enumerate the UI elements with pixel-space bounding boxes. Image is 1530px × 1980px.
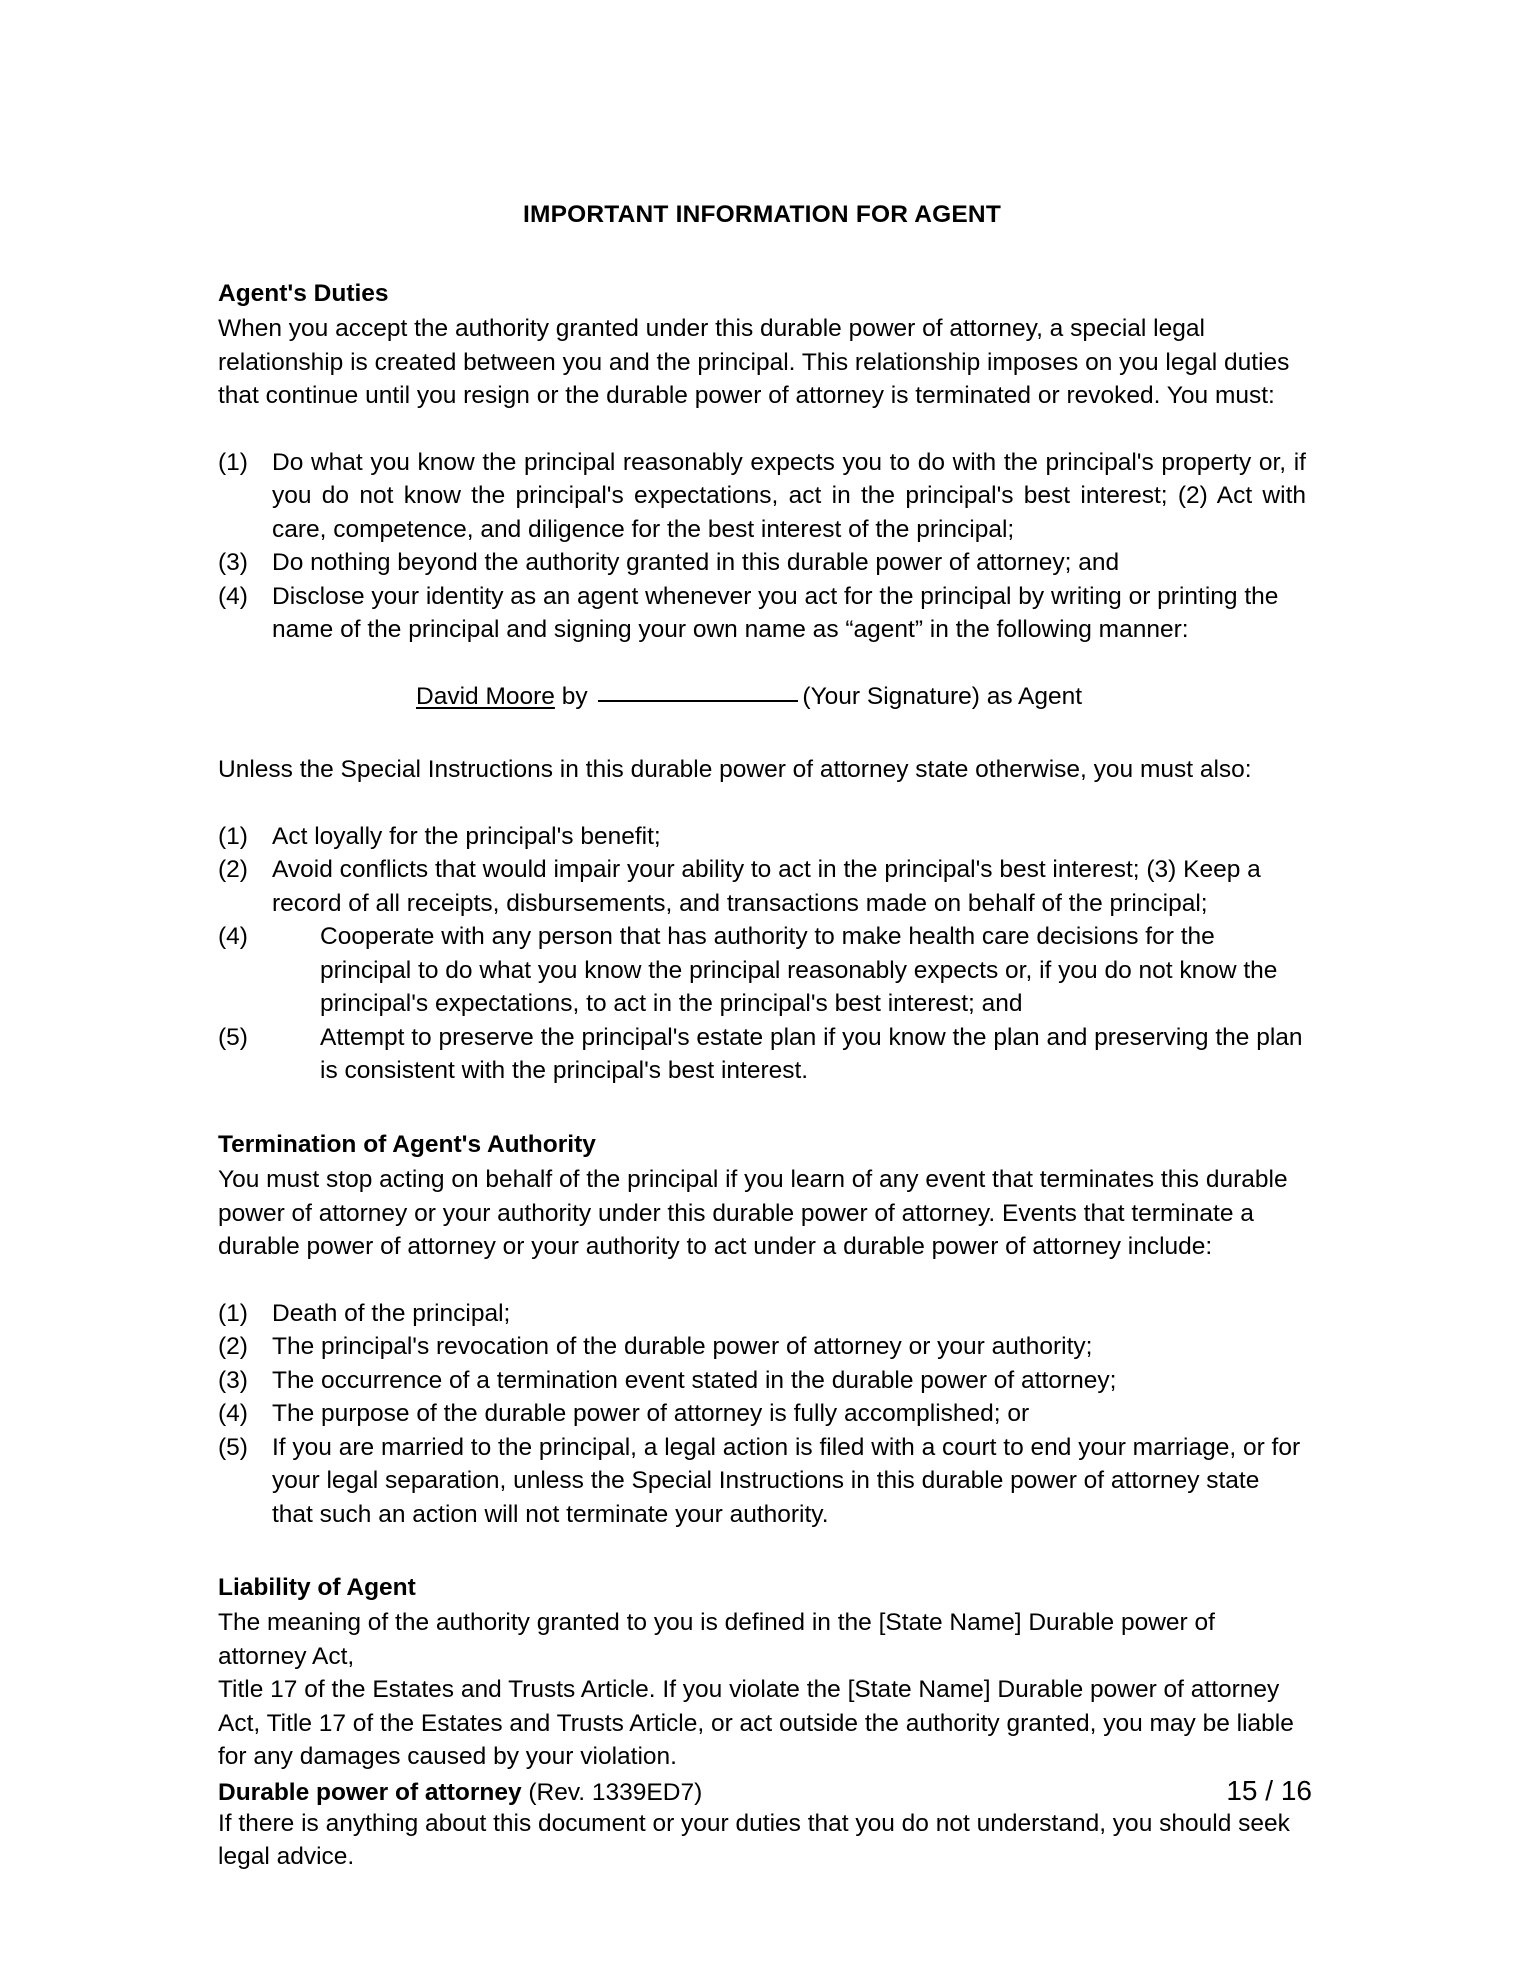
spacer (218, 413, 1306, 446)
footer-page-number: 15 / 16 (1226, 1775, 1312, 1807)
list-marker: (1) (218, 1299, 248, 1327)
spacer (218, 787, 1306, 820)
list-item-text: Do nothing beyond the authority granted in this durable power of attorney; and (272, 549, 1120, 577)
list-marker: (4) (218, 1400, 248, 1428)
list-item (218, 1330, 1306, 1364)
spacer (218, 647, 1306, 680)
footer-document-name: Durable power of attorney (218, 1779, 522, 1807)
spacer (218, 1088, 1306, 1128)
list-item (218, 1431, 1306, 1532)
section-heading-termination: Termination of Agent's Authority (218, 1130, 596, 1158)
list-marker: (1) (218, 822, 248, 850)
liability-paragraph-2: Title 17 of the Estates and Trusts Article. If you violate the [State Name] Durable power of attorney Act, Title 17 of the Estates and Trusts Article, or act outside the authority granted, you may be liable for any damages caused by your violation. (218, 1676, 1294, 1771)
list-item-text: The occurrence of a termination event stated in the durable power of attorney; (272, 1366, 1117, 1394)
signature-blank-field[interactable] (598, 700, 798, 702)
list-item (218, 1364, 1306, 1398)
list-item (218, 853, 1306, 920)
list-item (218, 1297, 1306, 1331)
section-heading-liability: Liability of Agent (218, 1574, 416, 1602)
list-item-text: Death of the principal; (272, 1299, 511, 1327)
also-duties-list-continued (218, 920, 1306, 1088)
list-item-text: Cooperate with any person that has authority to make health care decisions for the principal to do what you know the principal reasonably expects or, if you do not know the principal's expectations, to act in the principal's best interest; and (320, 923, 1278, 1018)
also-duties-list (218, 820, 1306, 921)
list-marker: (2) (218, 1333, 248, 1361)
list-item-text: The principal's revocation of the durable power of attorney or your authority; (272, 1333, 1093, 1361)
page-content (218, 200, 1306, 1874)
section-heading-agents-duties: Agent's Duties (218, 280, 389, 308)
signature-connector (555, 683, 562, 710)
termination-intro: You must stop acting on behalf of the principal if you learn of any event that terminates this durable power of attorney or your authority under this durable power of attorney. Events that terminate a durable power of attorney or your authority to act under a durable power of attorney include: (218, 1166, 1288, 1261)
list-marker: (5) (218, 1023, 248, 1051)
liability-paragraph-3: If there is anything about this document or your duties that you do not understand, you should seek legal advice. (218, 1809, 1290, 1871)
list-marker: (1) (218, 448, 248, 476)
list-item-text: Avoid conflicts that would impair your ability to act in the principal's best interest; (3) Keep a record of all receipts, disbursements, and transactions made on behalf of the principal; (272, 856, 1261, 917)
page-footer (218, 1774, 1312, 1808)
footer-revision-code: (Rev. 1339ED7) (528, 1779, 703, 1807)
list-item (218, 546, 1306, 580)
list-marker: (3) (218, 1366, 248, 1394)
list-marker: (4) (218, 582, 248, 610)
list-item (218, 820, 1306, 854)
termination-events-list (218, 1297, 1306, 1532)
list-item (218, 1021, 1306, 1088)
spacer (218, 1264, 1306, 1297)
list-item (218, 920, 1306, 1021)
list-item-text: The purpose of the durable power of attorney is fully accomplished; or (272, 1400, 1030, 1428)
signature-connector-word: by (561, 682, 588, 710)
list-item-text: Disclose your identity as an agent whenever you act for the principal by writing or printing the name of the principal and signing your own name as “agent” in the following manner: (272, 582, 1279, 644)
list-item (218, 446, 1306, 547)
liability-paragraph-1: The meaning of the authority granted to you is defined in the [State Name] Durable power of attorney Act, (218, 1609, 1215, 1670)
spacer (218, 1531, 1306, 1571)
list-marker: (3) (218, 549, 248, 577)
list-marker: (5) (218, 1433, 248, 1461)
list-item (218, 580, 1306, 647)
principal-name: David Moore (416, 682, 555, 710)
list-item-text: If you are married to the principal, a legal action is filed with a court to end your marriage, or for your legal separation, unless the Special Instructions in this durable power of attorney state that such an action will not terminate your authority. (272, 1433, 1301, 1528)
list-marker: (4) (218, 923, 248, 951)
list-item (218, 1397, 1306, 1431)
list-marker: (2) (218, 856, 248, 884)
footer-document-label (218, 1778, 702, 1807)
list-item-text: Do what you know the principal reasonably expects you to do with the principal's property or, if you do not know the principal's expectations, act in the principal's best interest; (2) Act with care, competence, and diligence for the best interest of the principal; (272, 448, 1306, 543)
signature-example-line (218, 680, 1306, 714)
list-item-text: Act loyally for the principal's benefit; (272, 822, 661, 850)
agents-duties-list (218, 446, 1306, 647)
list-item-text: Attempt to preserve the principal's estate plan if you know the plan and preserving the plan is consistent with the principal's best interest. (320, 1023, 1303, 1085)
agents-duties-intro: When you accept the authority granted under this durable power of attorney, a special legal relationship is created between you and the principal. This relationship imposes on you legal duties that continue until you resign or the durable power of attorney is terminated or revoked. You must: (218, 315, 1290, 410)
spacer (218, 713, 1306, 753)
also-intro-paragraph: Unless the Special Instructions in this durable power of attorney state otherwise, you must also: (218, 756, 1252, 784)
signature-trailing-label: (Your Signature) as Agent (802, 682, 1083, 710)
page-title: IMPORTANT INFORMATION FOR AGENT (522, 201, 1001, 228)
